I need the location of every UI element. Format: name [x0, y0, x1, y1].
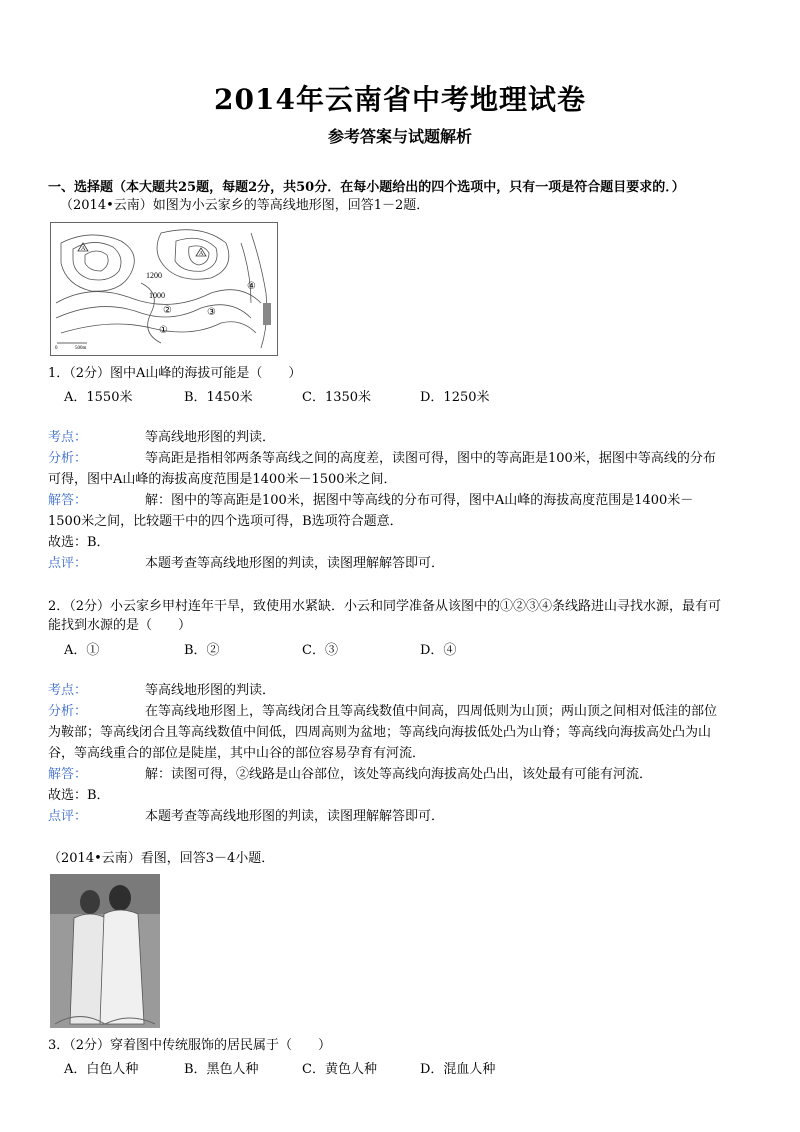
q1-answer: 故选：B． [48, 535, 110, 550]
scale-zero: 0 [55, 346, 58, 351]
map-label-a1: A [81, 246, 86, 252]
traditional-clothing-photo [50, 874, 160, 1028]
page-title: 2014年云南省中考地理试卷 [214, 83, 586, 116]
group1-intro: （2014•云南）如图为小云家乡的等高线地形图，回答1－2题． [60, 198, 430, 213]
q2-stem-2: 能找到水源的是（ ） [48, 618, 192, 633]
route-3-label: ③ [207, 307, 216, 318]
q2-kaodian-label: 考点： [48, 683, 88, 698]
q1-jieda-1: 解：图中的等高距是100米，据图中等高线的分布可得，图中A山峰的海拔高度范围是1400米－ [145, 493, 694, 508]
route-1-label: ① [159, 325, 168, 336]
q2-option-b: B．② [184, 643, 220, 658]
route-4-label: ④ [247, 281, 256, 292]
q1-fenxi-2: 可得，图中A山峰的海拔高度范围是1400米－1500米之间． [48, 472, 397, 487]
q3-option-d: D．混血人种 [420, 1062, 496, 1077]
q3-stem: 3．（2分）穿着图中传统服饰的居民属于（ ） [48, 1038, 332, 1053]
q2-dianping: 本题考查等高线地形图的判读，读图理解解答即可． [145, 809, 445, 824]
q1-fenxi-1: 等高距是指相邻两条等高线之间的高度差，读图可得，图中的等高距是100米，据图中等高线的分布 [145, 451, 716, 466]
q2-jieda-1: 解：读图可得，②线路是山谷部位，该处等高线向海拔高处凸出，该处最有可能有河流． [145, 767, 653, 782]
q1-option-a: A．1550米 [64, 390, 133, 405]
q1-dianping: 本题考查等高线地形图的判读，读图理解解答即可． [145, 556, 445, 571]
q2-dianping-label: 点评： [48, 809, 88, 824]
section-heading: 一、选择题（本大题共25题，每题2分，共50分．在每小题给出的四个选项中，只有一项是符合题目要求的．） [48, 180, 685, 195]
photo-placeholder [50, 874, 160, 1028]
q1-option-b: B．1450米 [184, 390, 253, 405]
q1-option-d: D．1250米 [420, 390, 490, 405]
q1-jieda-label: 解答： [48, 493, 88, 508]
q1-kaodian: 等高线地形图的判读． [145, 430, 276, 445]
q1-dianping-label: 点评： [48, 556, 88, 571]
q1-fenxi-label: 分析： [48, 451, 88, 466]
q2-jieda-label: 解答： [48, 767, 88, 782]
q2-option-d: D．④ [420, 643, 457, 658]
q2-kaodian: 等高线地形图的判读． [145, 683, 276, 698]
map-label-a2: A [199, 251, 204, 257]
q3-option-b: B．黑色人种 [184, 1062, 259, 1077]
q2-answer: 故选：B． [48, 788, 110, 803]
route-2-label: ② [163, 305, 172, 316]
q3-option-a: A．白色人种 [64, 1062, 139, 1077]
contour-map-figure [50, 222, 278, 356]
contour-map [51, 223, 277, 355]
group2-intro: （2014•云南）看图，回答3－4小题． [48, 851, 275, 866]
scale-label: 500m [75, 346, 87, 351]
map-label-1000: 1000 [149, 291, 165, 300]
q2-fenxi-2: 为鞍部；等高线闭合且等高线数值中间低，四周高则为盆地；等高线向海拔低处凸为山脊；等高线向海拔高处凸为山 [48, 725, 712, 740]
q2-option-a: A．① [64, 643, 100, 658]
q2-fenxi-1: 在等高线地形图上，等高线闭合且等高线数值中间高，四周低则为山顶；两山顶之间相对低洼的部位 [145, 704, 718, 719]
q2-fenxi-label: 分析： [48, 704, 88, 719]
q3-option-c: C．黄色人种 [302, 1062, 377, 1077]
q2-fenxi-3: 谷，等高线重合的部位是陡崖，其中山谷的部位容易孕育有河流． [48, 746, 426, 761]
map-label-1200: 1200 [146, 271, 162, 280]
page-subtitle: 参考答案与试题解析 [327, 127, 472, 146]
q2-option-c: C．③ [302, 643, 338, 658]
q1-kaodian-label: 考点： [48, 430, 88, 445]
q1-option-c: C．1350米 [302, 390, 372, 405]
q1-jieda-2: 1500米之间，比较题干中的四个选项可得，B选项符合题意． [48, 514, 403, 529]
q1-stem: 1．（2分）图中A山峰的海拔可能是（ ） [48, 366, 302, 381]
q2-stem-1: 2．（2分）小云家乡甲村连年干旱，致使用水紧缺．小云和同学准备从该图中的①②③④条线路进山寻找水源，最有可 [48, 599, 722, 614]
